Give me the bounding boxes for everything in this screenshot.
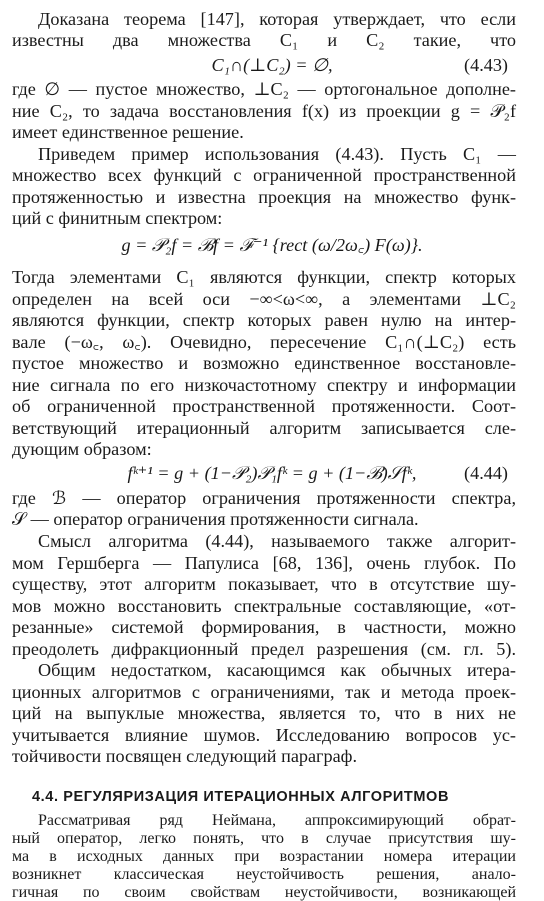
- text-line: дующим образом:: [12, 439, 152, 459]
- text-line: ние C₂, то задача восстановления f(x) из проекции g = 𝒫₂f: [12, 101, 516, 121]
- text-line: Общим недостатком, касающимся как обычных итера-: [38, 660, 516, 680]
- text-line: множество всех функций с ограниченной пространственной: [12, 165, 516, 185]
- text-line: 𝒮 — оператор ограничения протяженности сигнала.: [12, 509, 419, 529]
- section-heading: 4.4. РЕГУЛЯРИЗАЦИЯ ИТЕРАЦИОННЫХ АЛГОРИТМОВ: [32, 789, 450, 805]
- text-line: резанные» системой формирования, в частности, можно: [12, 617, 516, 637]
- text-line: Доказана теорема [147], которая утверждает, что если: [38, 9, 516, 29]
- text-line: вале (−ω꜀, ω꜀). Очевидно, пересечение C₁∩(⊥C₂) есть: [12, 332, 516, 352]
- text-line: пустое множество и возможно единственное восстановле-: [12, 353, 516, 373]
- equation-projection: g = 𝒫₂f = ℬf = ℱ⁻¹ {rect (ω/2ω꜀) F(ω)}.: [121, 235, 423, 255]
- text-line: Приведем пример использования (4.43). Пусть C₁ —: [38, 144, 516, 164]
- text-line: учитывается влияние шумов. Исследованию вопросов ус-: [12, 725, 516, 745]
- text-line: преодолеть дифракционный предел разрешения (см. гл. 5).: [12, 639, 516, 659]
- equation-number: (4.43): [464, 55, 508, 75]
- text-line: известны два множества C₁ и C₂ такие, что: [12, 30, 516, 50]
- text-line: существу, этот алгоритм показывает, что в отсутствие шу-: [12, 574, 516, 594]
- equation-number: (4.44): [464, 463, 508, 483]
- text-line: протяженностью и известна проекция на множество функ-: [12, 187, 516, 207]
- text-line: Рассматривая ряд Неймана, аппроксимирующий обрат-: [38, 812, 516, 829]
- equation-4-44: fᵏ⁺¹ = g + (1−𝒫₂)𝒫₁fᵏ = g + (1−ℬ)𝒮fᵏ,: [127, 463, 417, 483]
- text-line: мом Гершберга — Папулиса [68, 136], очень глубок. По: [12, 553, 516, 573]
- text-line: ций на выпуклые множества, является то, что в них не: [12, 703, 516, 723]
- text-line: где ℬ — оператор ограничения протяженности спектра,: [12, 488, 516, 508]
- text-line: об ограниченной пространственной протяженности. Соот-: [12, 396, 516, 416]
- text-line: тойчивости посвящен следующий параграф.: [12, 746, 358, 766]
- text-line: где ∅ — пустое множество, ⊥C₂ — ортогональное дополне-: [12, 79, 516, 99]
- text-line: возникнет классическая неустойчивость решения, анало-: [12, 866, 516, 883]
- text-line: имеет единственное решение.: [12, 122, 244, 142]
- equation-4-43: C₁∩(⊥C₂) = ∅,: [211, 55, 333, 75]
- text-line: определен на всей оси −∞<ω<∞, а элементами ⊥C₂: [12, 289, 516, 309]
- text-line: мов можно восстановить спектральные составляющие, «от-: [12, 596, 516, 616]
- text-line: ма в исходных данных при возрастании номера итерации: [12, 848, 516, 865]
- text-line: Тогда элементами C₁ являются функции, спектр которых: [12, 267, 516, 287]
- text-line: ние сигнала по его низкочастотному спектру и информации: [12, 375, 516, 395]
- text-line: ный оператор, легко понять, что в случае присутствия шу-: [12, 830, 516, 847]
- text-line: ветствующий итерационный алгоритм записывается сле-: [12, 418, 516, 438]
- text-line: ций с финитным спектром:: [12, 208, 223, 228]
- text-line: гичная по своим свойствам неустойчивости, возникающей: [12, 884, 516, 901]
- text-line: Смысл алгоритма (4.44), называемого также алгорит-: [38, 531, 516, 551]
- text-line: являются функции, спектр которых равен нулю на интер-: [12, 310, 516, 330]
- text-line: ционных алгоритмов с ограничениями, так и метода проек-: [12, 682, 516, 702]
